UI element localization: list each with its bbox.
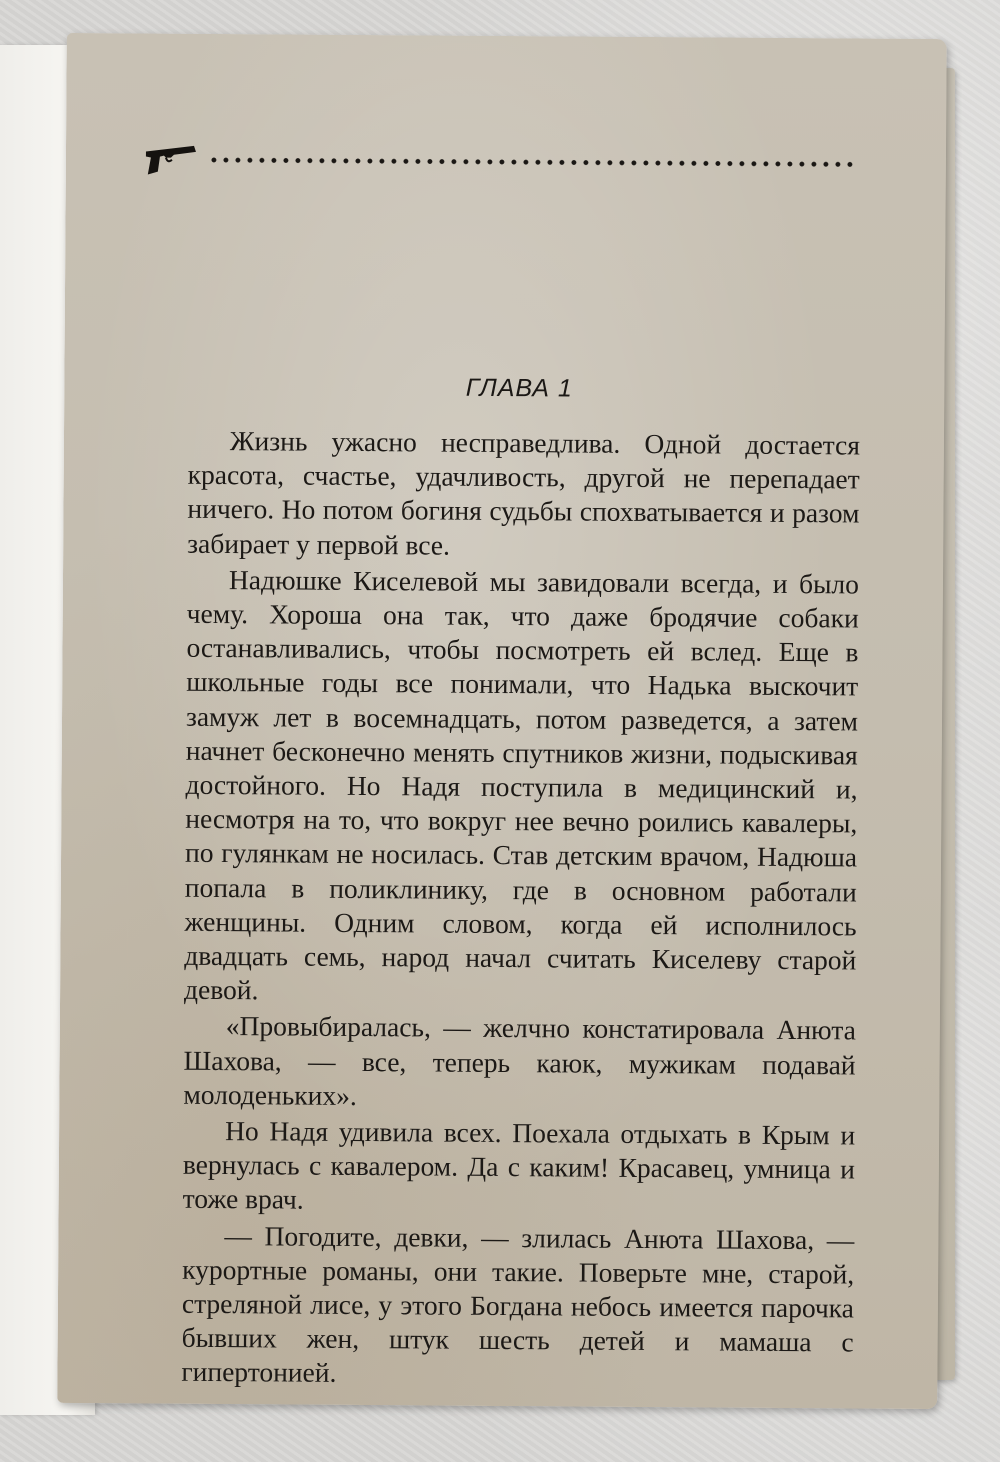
paragraph: «Провыбиралась, — желчно констатировала Анюта Шахова, — все, теперь каюк, мужикам подавай молоденьких». [183, 1010, 856, 1111]
dotted-rule [208, 157, 854, 168]
chapter-title: ГЛАВА 1 [465, 373, 573, 403]
book-page [57, 33, 947, 1409]
paragraph: Жизнь ужасно несправедлива. Одной достается красота, счастье, удачливость, другой не перепадает ничего. Но потом богиня судьбы спохватывается и разом забирает у первой все. [187, 425, 861, 561]
chapter-header-ornament [144, 139, 854, 184]
paragraph: Но Надя удивила всех. Поехала отдыхать в Крым и вернулась с кавалером. Да с каким! Красавец, умница и тоже врач. [182, 1115, 856, 1216]
paragraph: Надюшке Киселевой мы завидовали всегда, и было чему. Хороша она так, что даже бродячие собаки останавливались, чтобы посмотреть ей вслед. Еще в школьные годы все понимали, что Надька выскочит замуж лет в восемнадцать, потом разведется, а затем начнет бесконечно менять спутников жизни, подыскивая достойного. Но Надя поступила в медицинский и, несмотря на то, что вокруг нее вечно роились кавалеры, по гулянкам не носилась. Став детским врачом, Надюша попала в поликлинику, где в основном работали женщины. Одним словом, когда ей исполнилось двадцать семь, народ начал считать Киселеву старой девой. [184, 563, 860, 1006]
paragraph: — Погодите, девки, — злилась Анюта Шахова, — курортные романы, они такие. Поверьте мне, старой, стреляной лисе, у этого Богдана небось имеется парочка бывших жен, штук шесть детей и мамаша с гипертонией. [181, 1219, 855, 1389]
chapter-text [181, 424, 860, 1394]
pistol-icon [144, 141, 200, 177]
